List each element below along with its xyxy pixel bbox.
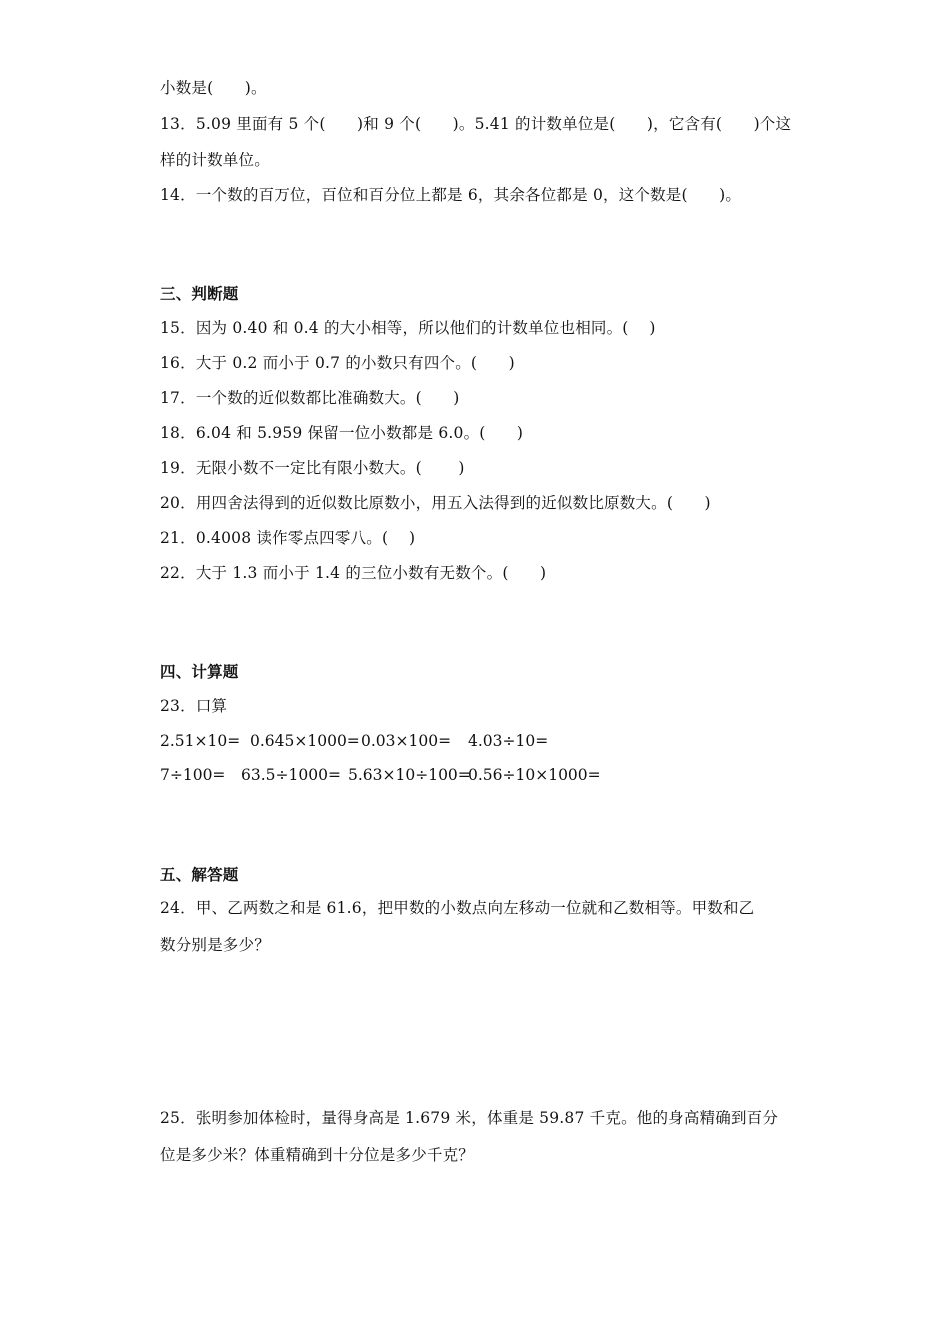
calc-item: 4.03÷10= xyxy=(468,732,549,750)
q18: 18．6.04 和 5.959 保留一位小数都是 6.0。( ) xyxy=(160,424,524,442)
q24-line-1: 24．甲、乙两数之和是 61.6，把甲数的小数点向左移动一位就和乙数相等。甲数和乙 xyxy=(160,899,755,917)
calc-row-2 xyxy=(160,765,800,785)
calc-item: 0.56÷10×1000= xyxy=(468,766,601,784)
q25-line-1: 25．张明参加体检时，量得身高是 1.679 米，体重是 59.87 千克。他的身高精确到百分 xyxy=(160,1109,779,1127)
calc-item: 0.03×100= xyxy=(361,732,452,750)
q13-line-1: 13．5.09 里面有 5 个( )和 9 个( )。5.41 的计数单位是( )，它含有( )个这 xyxy=(160,115,792,133)
calc-item: 5.63×10÷100= xyxy=(348,766,471,784)
q22: 22．大于 1.3 而小于 1.4 的三位小数有无数个。( ) xyxy=(160,564,547,582)
q13-line-2: 样的计数单位。 xyxy=(160,151,270,169)
calc-row-1 xyxy=(160,731,800,751)
q14: 14．一个数的百万位，百位和百分位上都是 6，其余各位都是 0，这个数是( )。 xyxy=(160,186,742,204)
section-judge-title: 三、判断题 xyxy=(160,284,239,303)
q24-line-2: 数分别是多少？ xyxy=(160,936,270,954)
q20: 20．用四舍法得到的近似数比原数小，用五入法得到的近似数比原数大。( ) xyxy=(160,494,711,512)
calc-item: 7÷100= xyxy=(160,766,226,784)
calc-item: 2.51×10= xyxy=(160,732,241,750)
q12-continuation: 小数是( )。 xyxy=(160,79,267,97)
q25-line-2: 位是多少米？体重精确到十分位是多少千克？ xyxy=(160,1146,475,1164)
q23: 23．口算 xyxy=(160,697,228,715)
q16: 16．大于 0.2 而小于 0.7 的小数只有四个。( ) xyxy=(160,354,515,372)
q17: 17．一个数的近似数都比准确数大。( ) xyxy=(160,389,460,407)
section-calc-title: 四、计算题 xyxy=(160,662,239,681)
q21: 21．0.4008 读作零点四零八。( ) xyxy=(160,529,416,547)
section-solve-title: 五、解答题 xyxy=(160,865,239,884)
calc-item: 63.5÷1000= xyxy=(241,766,341,784)
calc-item: 0.645×1000= xyxy=(250,732,360,750)
q19: 19．无限小数不一定比有限小数大。( ) xyxy=(160,459,465,477)
q15: 15．因为 0.40 和 0.4 的大小相等，所以他们的计数单位也相同。( ) xyxy=(160,319,656,337)
